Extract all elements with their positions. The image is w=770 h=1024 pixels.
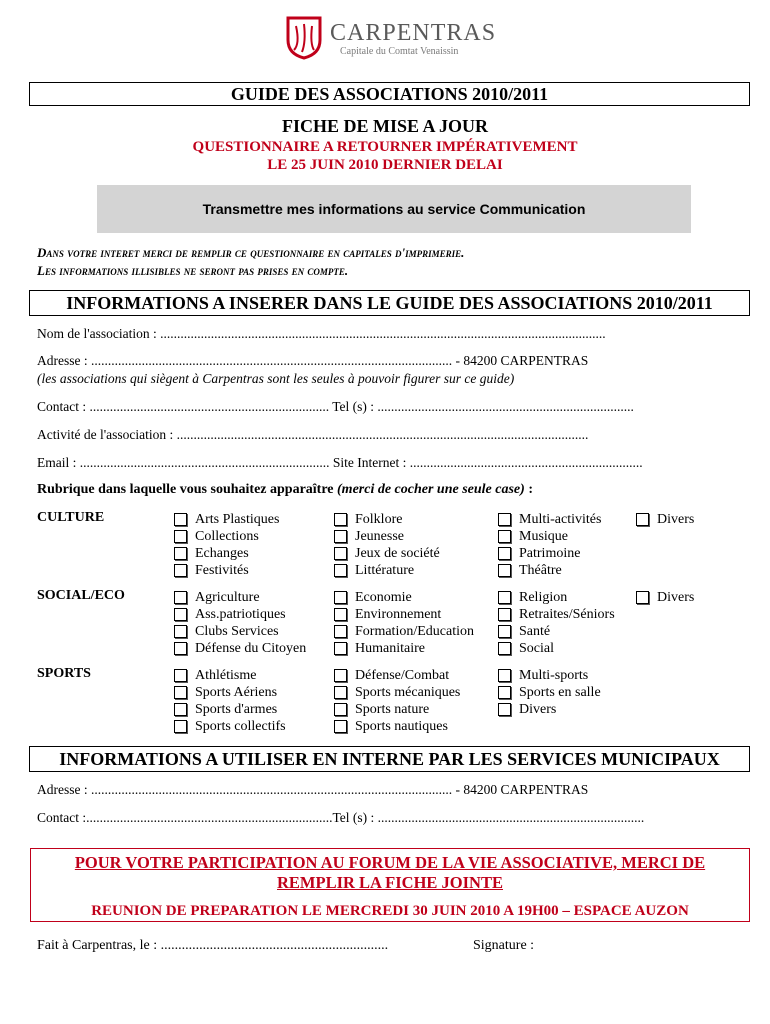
fiche-title: FICHE DE MISE A JOUR [281,116,489,136]
checkbox-label: Littérature [355,562,415,578]
checkbox-label: Agriculture [195,589,260,605]
checkbox-option[interactable] [174,545,279,562]
notice-line1: Dans votre interet merci de remplir ce questionnaire en capitales d'imprimerie. [37,245,465,260]
checkbox[interactable] [498,547,511,560]
signature-field[interactable]: Signature : [473,938,535,953]
checkbox-option[interactable] [334,684,460,701]
checkbox[interactable] [174,547,187,560]
checkbox[interactable] [498,608,511,621]
rubrique-colon: : [524,482,533,497]
questionnaire-line2: LE 25 JUIN 2010 DERNIER DELAI [267,157,503,173]
checkbox-label: Sports en salle [519,684,601,700]
checkbox[interactable] [498,564,511,577]
checkbox-option[interactable] [334,562,440,579]
checkbox-label: Humanitaire [355,640,425,656]
checkbox[interactable] [334,608,347,621]
checkbox-label: Social [519,640,554,656]
checkbox-option[interactable] [498,667,601,684]
category-column [498,667,601,718]
checkbox-label: Divers [657,511,695,527]
checkbox-option[interactable] [498,545,601,562]
checkbox[interactable] [498,530,511,543]
category-column [334,589,474,657]
checkbox-option[interactable] [498,606,615,623]
checkbox[interactable] [334,625,347,638]
logo-title: CARPENTRAS [330,20,497,46]
checkbox-label: Sports Aériens [195,684,278,700]
checkbox-label: Multi-activités [519,511,602,527]
carpentras-logo [284,14,324,60]
category-column [334,511,440,579]
checkbox-label: Jeux de société [355,545,440,561]
checkbox-option[interactable] [334,606,474,623]
rubrique-prompt [37,482,533,498]
adresse-field[interactable]: Adresse : ........................................................................................................... - 84200 CARPENTRAS [37,353,589,368]
section1-title: INFORMATIONS A INSERER DANS LE GUIDE DES ASSOCIATIONS 2010/2011 [29,290,750,316]
checkbox-option[interactable] [174,623,306,640]
guide-title-box: GUIDE DES ASSOCIATIONS 2010/2011 [29,82,750,106]
section2-title: INFORMATIONS A UTILISER EN INTERNE PAR LES SERVICES MUNICIPAUX [29,746,750,772]
rubrique-label: Rubrique dans laquelle vous souhaitez apparaître [37,482,334,497]
category-label-social: SOCIAL/ECO [37,588,125,603]
category-column [174,667,286,735]
checkbox[interactable] [498,625,511,638]
checkbox[interactable] [174,530,187,543]
fait-a-field[interactable]: Fait à Carpentras, le : ................................................................. [37,938,389,953]
checkbox[interactable] [334,686,347,699]
checkbox[interactable] [498,642,511,655]
checkbox-label: Sports nature [355,701,430,717]
nom-field[interactable]: Nom de l'association : .................................................................................................................................... [37,326,606,341]
checkbox-label: Athlétisme [195,667,257,683]
checkbox-option[interactable] [174,718,286,735]
category-column [498,511,601,579]
category-column [636,511,694,528]
checkbox[interactable] [334,547,347,560]
checkbox[interactable] [334,669,347,682]
rubrique-note: (merci de cocher une seule case) [337,482,525,497]
checkbox-option[interactable] [334,623,474,640]
checkbox[interactable] [174,720,187,733]
checkbox[interactable] [334,513,347,526]
forum-line1: POUR VOTRE PARTICIPATION AU FORUM DE LA VIE ASSOCIATIVE, MERCI DE [74,853,706,872]
internal-contact-field[interactable]: Contact :.........................................................................Tel (s) : ............................................................................... [37,810,645,825]
reunion-text: REUNION DE PREPARATION LE MERCREDI 30 JUIN 2010 A 19H00 – ESPACE AUZON [91,903,689,919]
category-column [334,667,460,735]
checkbox-label: Patrimoine [519,545,581,561]
checkbox-label: Jeunesse [355,528,404,544]
checkbox-label: Retraites/Séniors [519,606,615,622]
checkbox[interactable] [498,513,511,526]
contact-field[interactable]: Contact : ....................................................................... Tel (s) : ............................................................................ [37,399,634,414]
checkbox-label: Défense du Citoyen [195,640,307,656]
transmit-button[interactable] [97,185,691,233]
checkbox[interactable] [334,591,347,604]
checkbox[interactable] [174,591,187,604]
checkbox[interactable] [334,564,347,577]
checkbox-option[interactable] [498,623,615,640]
checkbox-label: Echanges [195,545,249,561]
checkbox-option[interactable] [498,562,601,579]
checkbox[interactable] [334,642,347,655]
checkbox-label: Religion [519,589,568,605]
checkbox-label: Sports d'armes [195,701,278,717]
checkbox-option[interactable] [498,511,601,528]
checkbox-option[interactable] [334,511,440,528]
checkbox[interactable] [174,608,187,621]
checkbox-option[interactable] [174,667,286,684]
checkbox-label: Arts Plastiques [195,511,280,527]
checkbox[interactable] [174,625,187,638]
checkbox-option[interactable] [334,589,474,606]
checkbox-label: Santé [519,623,551,639]
crest-icon [284,14,324,60]
logo-subtitle: Capitale du Comtat Venaissin [340,46,459,57]
checkbox[interactable] [174,686,187,699]
forum-box [30,848,750,922]
checkbox-option[interactable] [174,589,306,606]
checkbox-option[interactable] [498,528,601,545]
activite-field[interactable]: Activité de l'association : .......................................................................................................................... [37,427,589,442]
checkbox-option[interactable] [334,667,460,684]
adresse-note: (les associations qui siègent à Carpentras sont les seules à pouvoir figurer sur ce guide) [37,371,515,386]
questionnaire-line1: QUESTIONNAIRE A RETOURNER IMPÉRATIVEMENT [192,139,578,155]
checkbox-label: Théâtre [519,562,562,578]
checkbox[interactable] [498,591,511,604]
checkbox-label: Multi-sports [519,667,589,683]
checkbox-option[interactable] [174,640,306,657]
checkbox[interactable] [498,669,511,682]
checkbox-label: Sports collectifs [195,718,286,734]
checkbox-label: Clubs Services [195,623,279,639]
checkbox[interactable] [334,720,347,733]
checkbox-label: Ass.patriotiques [195,606,286,622]
checkbox-option[interactable] [174,528,279,545]
email-field[interactable]: Email : .......................................................................... Site Internet : ..................................................................... [37,455,643,470]
transmit-button-label: Transmettre mes informations au service Communication [202,201,586,217]
checkbox-label: Sports nautiques [355,718,448,734]
category-column [498,589,615,657]
checkbox[interactable] [498,686,511,699]
checkbox-label: Economie [355,589,412,605]
checkbox-option[interactable] [174,684,286,701]
checkbox-option[interactable] [334,718,460,735]
category-column [636,589,694,606]
checkbox-option[interactable] [498,701,601,718]
category-column [174,589,306,657]
checkbox[interactable] [174,703,187,716]
checkbox-label: Divers [657,589,695,605]
checkbox-option[interactable] [498,589,615,606]
checkbox[interactable] [334,530,347,543]
checkbox-label: Sports mécaniques [355,684,461,700]
checkbox-label: Environnement [355,606,442,622]
checkbox[interactable] [636,513,649,526]
checkbox-label: Divers [519,701,557,717]
checkbox-label: Musique [519,528,568,544]
checkbox-option[interactable] [174,562,279,579]
checkbox-label: Défense/Combat [355,667,450,683]
category-label-culture: CULTURE [37,510,105,525]
internal-adresse-field[interactable]: Adresse : ........................................................................................................... - 84200 CARPENTRAS [37,782,589,797]
checkbox-option[interactable] [636,589,694,606]
checkbox[interactable] [636,591,649,604]
checkbox-label: Collections [195,528,259,544]
checkbox-option[interactable] [174,511,279,528]
checkbox-option[interactable] [334,545,440,562]
category-column [174,511,279,579]
checkbox[interactable] [174,669,187,682]
checkbox-label: Formation/Education [355,623,474,639]
checkbox-option[interactable] [334,640,474,657]
checkbox-option[interactable] [174,701,286,718]
forum-line2: REMPLIR LA FICHE JOINTE [277,873,503,892]
checkbox-option[interactable] [498,640,615,657]
checkbox-option[interactable] [334,528,440,545]
checkbox-label: Festivités [195,562,249,578]
notice-line2: Les informations illisibles ne seront pas prises en compte. [37,263,349,278]
checkbox-option[interactable] [334,701,460,718]
checkbox[interactable] [174,513,187,526]
checkbox[interactable] [174,564,187,577]
checkbox-option[interactable] [636,511,694,528]
checkbox-option[interactable] [174,606,306,623]
checkbox[interactable] [334,703,347,716]
checkbox[interactable] [498,703,511,716]
checkbox-option[interactable] [498,684,601,701]
category-label-sports: SPORTS [37,666,91,681]
checkbox[interactable] [174,642,187,655]
checkbox-label: Folklore [355,511,403,527]
